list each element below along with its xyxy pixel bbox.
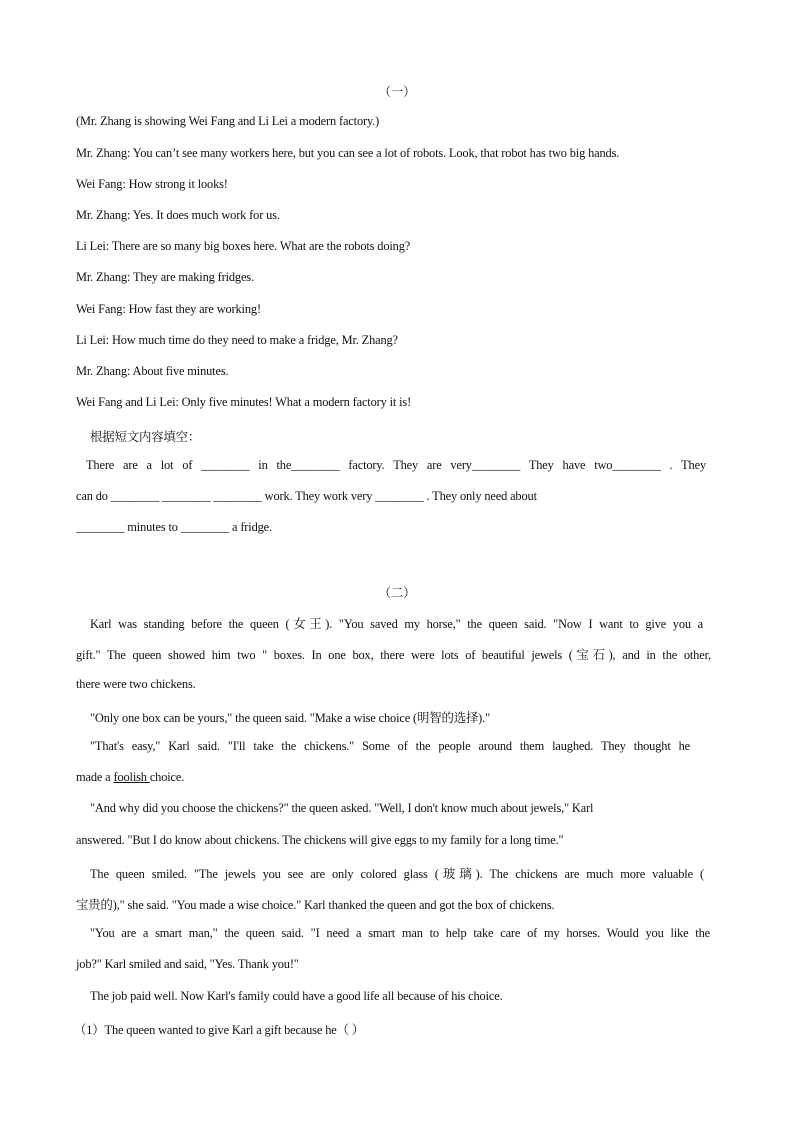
dialogue-line: Mr. Zhang: Yes. It does much work for us. (76, 208, 280, 222)
dialogue-line: Mr. Zhang: You can’t see many workers here, but you can see a lot of robots. Look, that robot has two big hands. (76, 146, 620, 160)
fill-instruction: 根据短文内容填空： (90, 430, 201, 444)
story-line: job?" Karl smiled and said, "Yes. Thank you!" (76, 957, 299, 971)
story-line: Karl was standing before the queen (女王). "You saved my horse," the queen said. "Now I want to give you a (90, 617, 703, 631)
story-line: 宝贵的)," she said. "You made a wise choice." Karl thanked the queen and got the box of chickens. (76, 898, 555, 912)
fill-line: can do ________ ________ ________ work. They work very ________ . They only need about (76, 489, 537, 503)
fill-line: There are a lot of ________ in the________ factory. They are very________ They have two________ . They (86, 458, 706, 472)
section-1-intro: (Mr. Zhang is showing Wei Fang and Li Lei a modern factory.) (76, 114, 380, 128)
story-line: "Only one box can be yours," the queen said. "Make a wise choice (明智的选择)." (90, 711, 491, 725)
story-line: "You are a smart man," the queen said. "I need a smart man to help take care of my horses. Would you like the (90, 926, 710, 940)
fill-line: ________ minutes to ________ a fridge. (76, 520, 272, 534)
section-2-heading: （二） (378, 586, 416, 600)
dialogue-line: Mr. Zhang: About five minutes. (76, 364, 229, 378)
underlined-word: foolish (113, 770, 150, 784)
dialogue-line: Li Lei: How much time do they need to make a fridge, Mr. Zhang? (76, 333, 398, 347)
story-line: answered. "But I do know about chickens. The chickens will give eggs to my family for a long time." (76, 833, 564, 847)
story-line: gift." The queen showed him two " boxes. In one box, there were lots of beautiful jewels (宝石), and in the other, (76, 648, 711, 662)
dialogue-line: Wei Fang and Li Lei: Only five minutes! What a modern factory it is! (76, 395, 412, 409)
story-line (76, 770, 184, 785)
story-line: there were two chickens. (76, 677, 196, 691)
story-text: made a (76, 770, 114, 784)
story-line: "That's easy," Karl said. "I'll take the chickens." Some of the people around them laughed. They thought he (90, 739, 690, 753)
dialogue-line: Li Lei: There are so many big boxes here. What are the robots doing? (76, 239, 411, 253)
dialogue-line: Wei Fang: How strong it looks! (76, 177, 228, 191)
story-line: The job paid well. Now Karl's family could have a good life all because of his choice. (90, 989, 503, 1003)
dialogue-line: Wei Fang: How fast they are working! (76, 302, 261, 316)
story-line: The queen smiled. "The jewels you see are only colored glass (玻璃). The chickens are much more valuable ( (90, 867, 704, 881)
story-line: "And why did you choose the chickens?" the queen asked. "Well, I don't know much about jewels," Karl (90, 801, 594, 815)
dialogue-line: Mr. Zhang: They are making fridges. (76, 270, 254, 284)
section-1-heading: （一） (378, 85, 416, 99)
story-text: choice. (149, 770, 185, 784)
question-1: （1）The queen wanted to give Karl a gift because he（ ） (74, 1023, 365, 1037)
